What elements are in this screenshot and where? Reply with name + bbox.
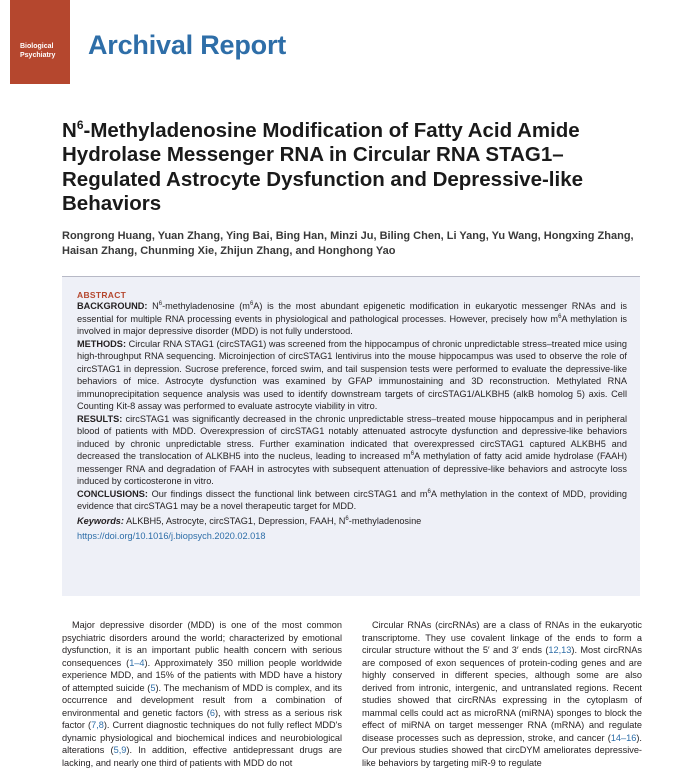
reference-link[interactable]: 1–4 [129, 657, 145, 668]
body-text: ), with stress as a serious risk factor ( [62, 707, 342, 730]
abstract-body [77, 300, 627, 543]
background-sup: 6 [249, 300, 254, 307]
reference-link[interactable]: 14–16 [610, 732, 637, 743]
body-text: Major depressive disorder (MDD) is one of the most common psychiatric disorders around the world; characterized by emotional dysfunction, it is an important public health concern with serious consequences ( [62, 620, 342, 668]
methods-label: METHODS: [77, 338, 126, 349]
intro-paragraph [62, 619, 342, 769]
abstract-conclusions [77, 488, 627, 513]
keywords-text: -methyladenosine [348, 515, 422, 526]
background-text: -methyladenosine (m [162, 301, 250, 311]
journal-name-line1: Biological [20, 43, 54, 50]
keywords-label: Keywords: [77, 515, 124, 526]
results-text: A methylation of fatty acid amide hydrolase (FAAH) messenger RNA and degradation of FAAH in astrocytes with subsequent attenuation of depressive-like behaviors and astrocyte loss induced by corticosterone in vitro. [77, 451, 628, 486]
keywords [77, 515, 627, 528]
author-list: Rongrong Huang, Yuan Zhang, Ying Bai, Bing Han, Minzi Ju, Biling Chen, Li Yang, Yu Wang, Hongxing Zhang, Haisan Zhang, Chunming Xie, Zhijun Zhang, and Honghong Yao [62, 230, 634, 257]
background-label: BACKGROUND: [77, 301, 148, 311]
reference-link[interactable]: 5,9 [113, 745, 127, 755]
abstract-heading: ABSTRACT [77, 290, 127, 300]
conclusions-text: Our findings dissect the functional link between circSTAG1 and m [151, 488, 428, 499]
doi-link[interactable]: https://doi.org/10.1016/j.biopsych.2020.02.018 [77, 531, 266, 541]
background-sup: 6 [558, 313, 562, 320]
reference-link[interactable]: 7,8 [91, 720, 104, 730]
circrna-paragraph [362, 619, 642, 769]
methods-text: Circular RNA STAG1 (circSTAG1) was screened from the hippocampus of chronic unpredictable stress–treated mice using high-throughput RNA sequencing. Microinjection of circSTAG1 lentivirus into the mouse hippocampus was used to observe the role of circSTAG1 in depression. Sucrose preference, forced swim, and tail suspension tests were performed to evaluate the depressive-like behaviors of mice. Astrocyte dysfunction was examined by GFAP immunostaining and 3D reconstruction. Methylated RNA immunoprecipitation sequence analysis was used to identify downstream targets of circSTAG1/ALKBH5 (alkB homolog 5) axis. Cell Counting Kit-8 assay was performed to evaluate astrocyte viability in vitro. [77, 338, 627, 411]
abstract-top-rule [62, 276, 640, 277]
background-sup: 6 [158, 300, 163, 307]
results-sup: 6 [410, 450, 415, 457]
body-text: ). Current diagnostic techniques do not fully reflect MDD's dynamic physiological and biochemical indices and neurobiological alterations ( [62, 720, 342, 755]
results-text: circSTAG1 was significantly decreased in the chronic unpredictable stress–treated mouse hippocampus and in peripheral blood of patients with MDD. Overexpression of circSTAG1 notably attenuated astrocyte dysfunction and depressive-like behaviors induced by chronic unpredictable stress. Further examination indicated that overexpressed circSTAG1 captured ALKBH5 and decreased the translocation of ALKBH5 into the nucleus, leading to increased m [77, 413, 627, 461]
title-superscript: 6 [76, 118, 84, 132]
body-text: Circular RNAs (circRNAs) are a class of RNAs in the eukaryotic transcriptome. They use covalent linkage of the ends to form a circular structure without the 5′ and 3′ ends ( [362, 620, 642, 655]
conclusions-text: A methylation in the context of MDD, providing evidence that circSTAG1 may be a novel therapeutic target for MDD. [77, 488, 628, 511]
keywords-text: ALKBH5, Astrocyte, circSTAG1, Depression, FAAH, N [126, 515, 346, 526]
keywords-sup: 6 [345, 515, 349, 522]
reference-link[interactable]: 5 [150, 682, 156, 693]
journal-name-line2: Psychiatry [20, 52, 56, 59]
doi-row [77, 530, 627, 543]
body-text: ). Approximately 350 million people worldwide experience MDD, and 15% of the patients with MDD have a history of attempted suicide ( [62, 657, 342, 693]
body-text: ). In addition, effective antidepressant drugs are lacking, and nearly one third of patients with MDD do not [62, 745, 342, 768]
reference-link[interactable]: 12,13 [548, 645, 572, 655]
reference-link[interactable]: 6 [209, 707, 215, 718]
title-rest: -Methyladenosine Modification of Fatty Acid Amide Hydrolase Messenger RNA in Circular RNA STAG1–Regulated Astrocyte Dysfunction and Depressive-like Behaviors [62, 118, 583, 216]
journal-logo [10, 42, 70, 60]
abstract-methods [77, 338, 627, 413]
body-text: ). The mechanism of MDD is complex, and its occurrence and development result from a combination of environmental and genetic factors ( [62, 682, 343, 718]
background-text: N [152, 301, 159, 311]
background-text: A) is the most abundant epigenetic modification in eukaryotic messenger RNAs and is essential for multiple RNA processing events in physiological and pathological processes. However, precisely how m [77, 301, 627, 324]
body-text: ). Most circRNAs are composed of exon sequences of protein-coding genes and are highly conserved in different species, although some are also derived from intronic, intergenic, and untranslated regions. Recent studies showed that circRNAs expressing in the cytoplasm of mammal cells could act as microRNA (miRNA) sponges to block the effect of miRNA on target messenger RNA (mRNA) and regulate disease processes such as depression, stroke, and cancer ( [362, 645, 642, 743]
background-text: A methylation is involved in major depressive disorder (MDD) is not fully understood. [77, 313, 628, 336]
conclusions-sup: 6 [427, 488, 431, 495]
body-text: ). Our previous studies showed that circDYM ameliorates depressive-like behaviors by targeting miR-9 to regulate [362, 732, 642, 768]
body-column-left [62, 619, 342, 769]
abstract-background [77, 300, 627, 338]
title-prefix: N [62, 118, 77, 142]
report-type-heading: Archival Report [88, 30, 287, 60]
body-column-right [362, 619, 642, 769]
conclusions-label: CONCLUSIONS: [77, 488, 148, 499]
paper-title [62, 113, 642, 217]
results-label: RESULTS: [77, 413, 123, 424]
abstract-results [77, 413, 627, 488]
